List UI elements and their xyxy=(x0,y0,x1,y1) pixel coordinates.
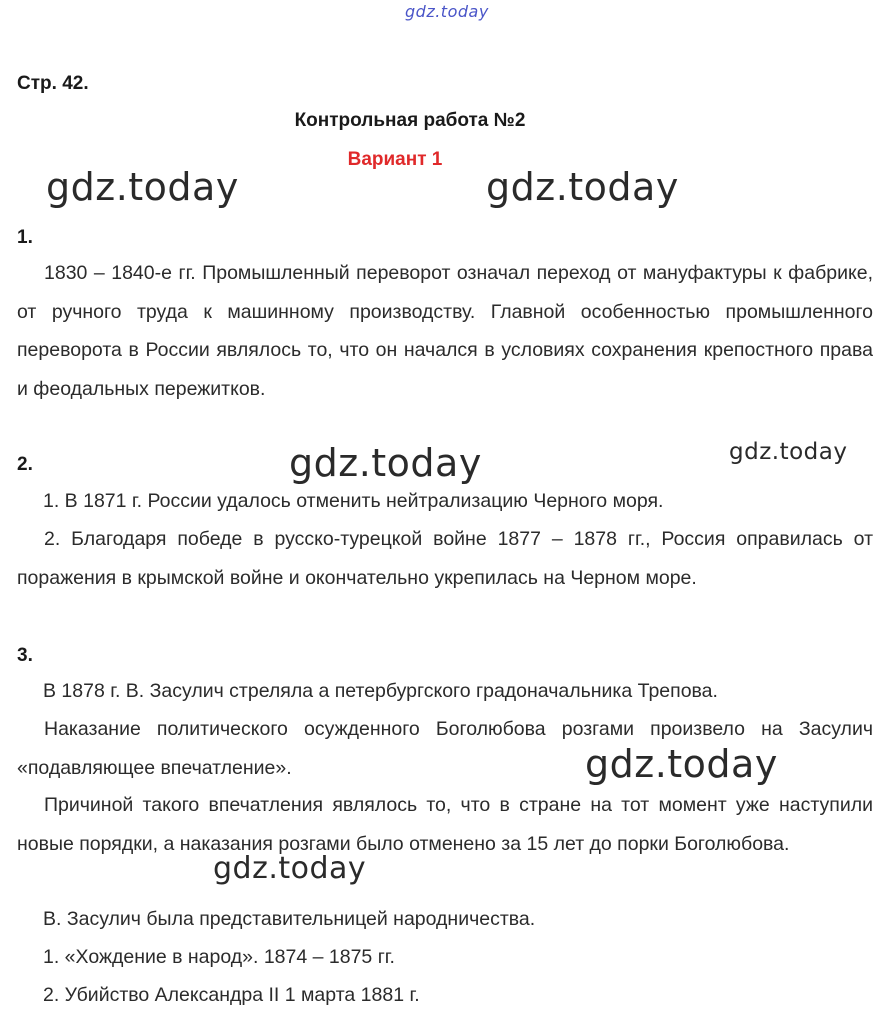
question-3-paragraph-3: Причиной такого впечатления являлось то, что в стране на тот момент уже наступили новые порядки, а наказания розгами было отменено за 15 лет до порки Боголюбова. xyxy=(17,794,873,855)
question-2-paragraph-2: 2. Благодаря победе в русско-турецкой войне 1877 – 1878 гг., Россия оправилась от поражения в крымской войне и окончательно укрепилась на Черном море. xyxy=(17,528,873,589)
question-3-line-4: В. Засулич была представительницей народничества. xyxy=(43,908,536,930)
variant-label: Вариант 1 xyxy=(347,149,443,170)
watermark-1: gdz.today xyxy=(46,165,239,209)
watermark-2: gdz.today xyxy=(486,165,679,209)
document-title: Контрольная работа №2 xyxy=(294,110,526,131)
page-reference: Стр. 42. xyxy=(17,73,89,94)
question-2-number: 2. xyxy=(17,454,33,475)
watermark-5: gdz.today xyxy=(585,742,778,786)
watermark-6: gdz.today xyxy=(213,851,367,886)
question-3-line-1: В 1878 г. В. Засулич стреляла а петербургского градоначальника Трепова. xyxy=(43,680,718,702)
question-2-line-1: 1. В 1871 г. России удалось отменить нейтрализацию Черного моря. xyxy=(43,490,664,512)
question-1-answer: 1830 – 1840-е гг. Промышленный переворот означал переход от мануфактуры к фабрике, от ручного труда к машинному производству. Главной особенностью промышленного переворота в России являлось то, что он начался в условиях сохранения крепостного права и феодальных пережитков. xyxy=(17,262,873,400)
question-3-line-6: 2. Убийство Александра II 1 марта 1881 г. xyxy=(43,984,420,1006)
question-3-line-5: 1. «Хождение в народ». 1874 – 1875 гг. xyxy=(43,946,395,968)
question-3-paragraph-2: Наказание политического осужденного Боголюбова розгами произвело на Засулич «подавляющее впечатление». xyxy=(17,718,873,779)
watermark-4: gdz.today xyxy=(729,439,848,465)
question-3-number: 3. xyxy=(17,645,33,666)
watermark-top: gdz.today xyxy=(405,2,489,21)
question-1-number: 1. xyxy=(17,227,33,248)
watermark-3: gdz.today xyxy=(289,441,482,485)
